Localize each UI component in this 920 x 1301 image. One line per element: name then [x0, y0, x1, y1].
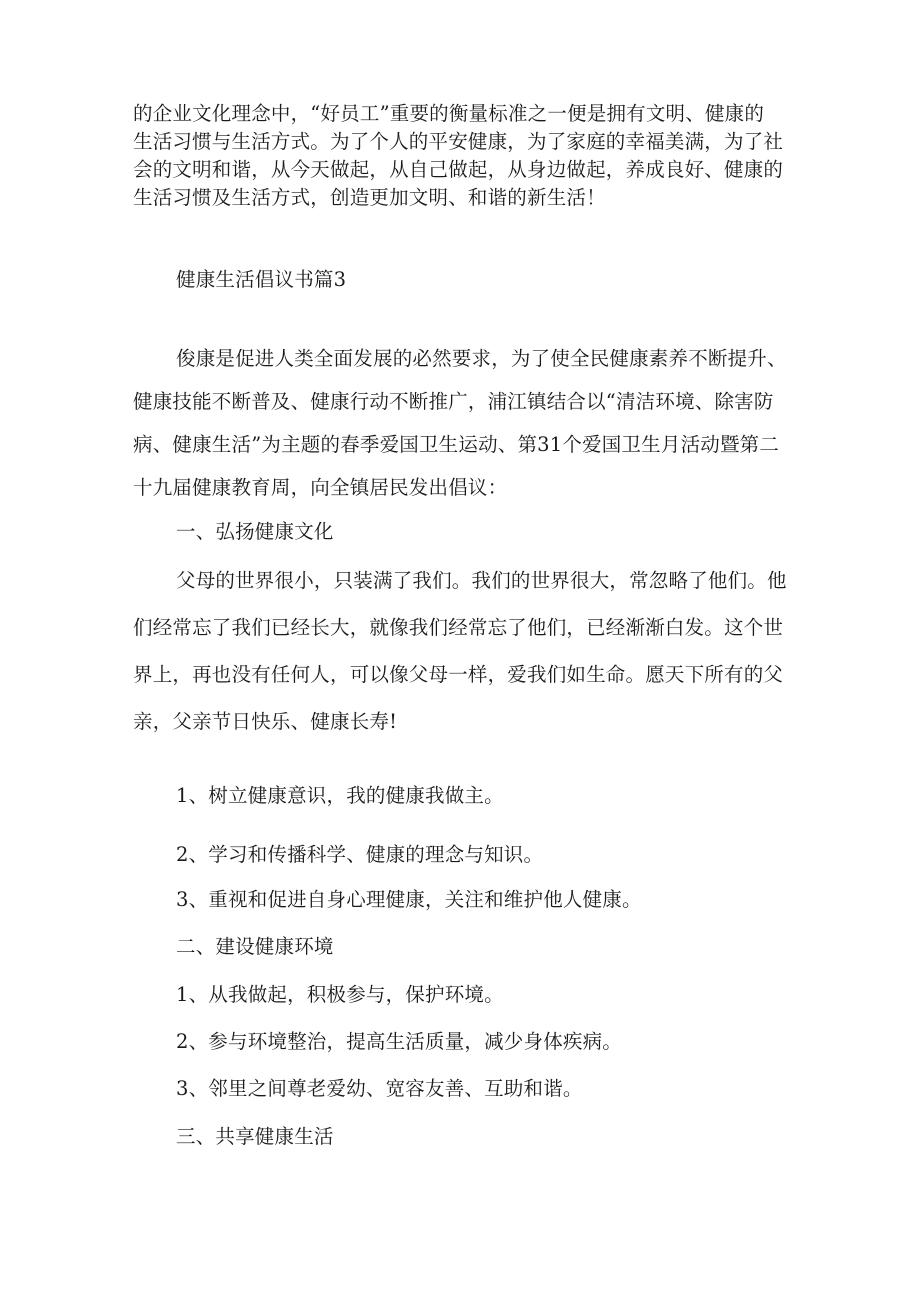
list-item: 1、从我做起，积极参与，保护环境。 — [176, 983, 504, 1006]
list-item: 2、参与环境整治，提高生活质量，减少身体疾病。 — [176, 1030, 623, 1053]
paragraph-line: 十九届健康教育周，向全镇居民发出倡议： — [133, 476, 508, 499]
paragraph-line: 界上，再也没有任何人，可以像父母一样，爱我们如生命。愿天下所有的父 — [133, 663, 784, 686]
paragraph-line: 的企业文化理念中，“好员工”重要的衡量标准之一便是拥有文明、健康的 — [133, 102, 765, 125]
paragraph-line: 生活习惯与生活方式。为了个人的平安健康，为了家庭的幸福美满，为了社 — [133, 130, 784, 153]
paragraph-line: 亲，父亲节日快乐、健康长寿! — [133, 710, 398, 733]
paragraph-line: 俊康是促进人类全面发展的必然要求，为了使全民健康素养不断提升、 — [176, 347, 787, 370]
paragraph-line: 会的文明和谐，从今天做起，从自己做起，从身边做起，养成良好、健康的 — [133, 158, 784, 181]
section-title: 健康生活倡议书篇3 — [176, 268, 347, 291]
paragraph-line: 们经常忘了我们已经长大，就像我们经常忘了他们，已经渐渐白发。这个世 — [133, 616, 784, 639]
list-item: 3、邻里之间尊老爱幼、宽容友善、互助和谐。 — [176, 1077, 583, 1100]
list-item: 3、重视和促进自身心理健康，关注和维护他人健康。 — [176, 888, 642, 911]
paragraph-line: 生活习惯及生活方式，创造更加文明、和谐的新生活！ — [133, 186, 606, 209]
paragraph-line: 健康技能不断普及、健康行动不断推广，浦江镇结合以“清洁环境、除害防 — [133, 390, 774, 413]
paragraph-line: 父母的世界很小，只装满了我们。我们的世界很大，常忽略了他们。他 — [176, 569, 787, 592]
list-item: 1、树立健康意识，我的健康我做主。 — [176, 784, 504, 807]
paragraph-line: 病、健康生活”为主题的春季爱国卫生运动、第31个爱国卫生月活动暨第二 — [133, 433, 780, 456]
heading-share-healthy-life: 三、共享健康生活 — [176, 1125, 334, 1148]
heading-build-health-environment: 二、建设健康环境 — [176, 935, 334, 958]
heading-promote-health-culture: 一、弘扬健康文化 — [176, 520, 334, 543]
list-item: 2、学习和传播科学、健康的理念与知识。 — [176, 843, 544, 866]
